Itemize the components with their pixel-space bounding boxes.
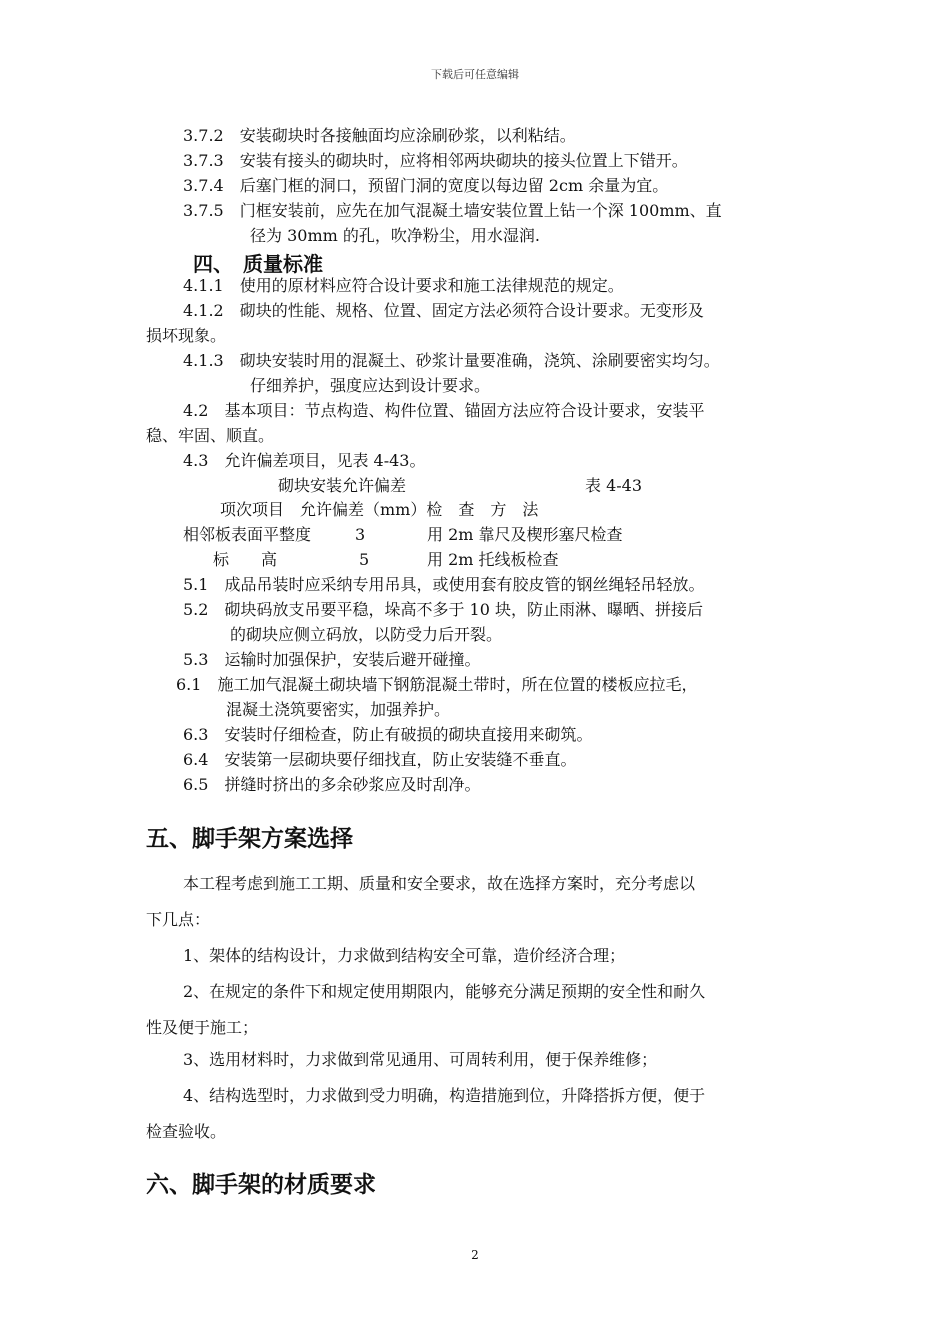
clause-6-5: 6.5 拼缝时挤出的多余砂浆应及时刮净。 — [183, 775, 481, 794]
scaffold-point-4-line1: 4、结构选型时，力求做到受力明确，构造措施到位，升降搭拆方便，便于 — [183, 1086, 706, 1105]
clause-3-7-4: 3.7.4 后塞门框的洞口，预留门洞的宽度以每边留 2cm 余量为宜。 — [183, 176, 669, 195]
scaffold-point-4-line2: 检查验收。 — [146, 1122, 227, 1141]
section-5-heading: 五、脚手架方案选择 — [146, 826, 353, 852]
scaffold-point-1: 1、架体的结构设计，力求做到结构安全可靠，造价经济合理； — [183, 946, 626, 965]
page-number: 2 — [471, 1248, 479, 1262]
table-number: 表 4-43 — [585, 476, 643, 495]
clause-4-1-3-line1: 4.1.3 砌块安装时用的混凝土、砂浆计量要准确，浇筑、涂刷要密实均匀。 — [183, 351, 720, 370]
table-row1-item: 相邻板表面平整度 — [183, 525, 312, 544]
clause-5-2-line2: 的砌块应侧立码放，以防受力后开裂。 — [230, 625, 503, 644]
table-row1-value: 3 — [355, 525, 366, 544]
clause-6-4: 6.4 安装第一层砌块要仔细找直，防止安装缝不垂直。 — [183, 750, 577, 769]
clause-4-2-line2: 稳、牢固、顺直。 — [146, 426, 275, 445]
table-row1-method: 用 2m 靠尺及楔形塞尺检查 — [427, 525, 623, 544]
scaffold-intro-line2: 下几点： — [146, 910, 211, 929]
table-row2-method: 用 2m 托线板检查 — [427, 550, 559, 569]
scaffold-point-2-line2: 性及便于施工； — [146, 1018, 259, 1037]
clause-4-1-2-line2: 损坏现象。 — [146, 326, 227, 345]
clause-3-7-2: 3.7.2 安装砌块时各接触面均应涂刷砂浆，以利粘结。 — [183, 126, 576, 145]
clause-5-3: 5.3 运输时加强保护，安装后避开碰撞。 — [183, 650, 481, 669]
clause-4-1-2-line1: 4.1.2 砌块的性能、规格、位置、固定方法必须符合设计要求。无变形及 — [183, 301, 704, 320]
scaffold-point-2-line1: 2、在规定的条件下和规定使用期限内，能够充分满足预期的安全性和耐久 — [183, 982, 706, 1001]
clause-5-1: 5.1 成品吊装时应采纳专用吊具，或使用套有胶皮管的钢丝绳轻吊轻放。 — [183, 575, 705, 594]
scaffold-point-3: 3、选用材料时，力求做到常见通用、可周转利用，便于保养维修； — [183, 1050, 658, 1069]
clause-4-2-line1: 4.2 基本项目：节点构造、构件位置、锚固方法应符合设计要求，安装平 — [183, 401, 705, 420]
clause-3-7-5-line1: 3.7.5 门框安装前，应先在加气混凝土墙安装位置上钻一个深 100mm、直 — [183, 201, 722, 220]
section-6-heading: 六、脚手架的材质要求 — [146, 1172, 376, 1198]
clause-5-2-line1: 5.2 砌块码放支吊要平稳，垛高不多于 10 块，防止雨淋、曝晒、拼接后 — [183, 600, 703, 619]
scaffold-intro-line1: 本工程考虑到施工工期、质量和安全要求，故在选择方案时，充分考虑以 — [183, 874, 696, 893]
clause-4-3: 4.3 允许偏差项目，见表 4-43。 — [183, 451, 426, 470]
clause-6-3: 6.3 安装时仔细检查，防止有破损的砌块直接用来砌筑。 — [183, 725, 593, 744]
table-row2-value: 5 — [359, 550, 370, 569]
clause-3-7-5-line2: 径为 30mm 的孔，吹净粉尘，用水湿润. — [250, 226, 540, 245]
clause-4-1-1: 4.1.1 使用的原材料应符合设计要求和施工法律规范的规定。 — [183, 276, 624, 295]
clause-3-7-3: 3.7.3 安装有接头的砌块时，应将相邻两块砌块的接头位置上下错开。 — [183, 151, 688, 170]
clause-4-1-3-line2: 仔细养护，强度应达到设计要求。 — [250, 376, 491, 395]
page-header-note: 下载后可任意编辑 — [431, 68, 519, 81]
table-row2-item: 标 高 — [213, 550, 278, 569]
section-4-heading: 四、 质量标准 — [193, 252, 323, 276]
clause-6-1-line1: 6.1 施工加气混凝土砌块墙下钢筋混凝土带时，所在位置的楼板应拉毛， — [176, 675, 698, 694]
clause-6-1-line2: 混凝土浇筑要密实，加强养护。 — [226, 700, 451, 719]
table-header-row: 项次项目 允许偏差（mm）检 查 方 法 — [220, 500, 539, 519]
table-title: 砌块安装允许偏差 — [278, 476, 407, 495]
